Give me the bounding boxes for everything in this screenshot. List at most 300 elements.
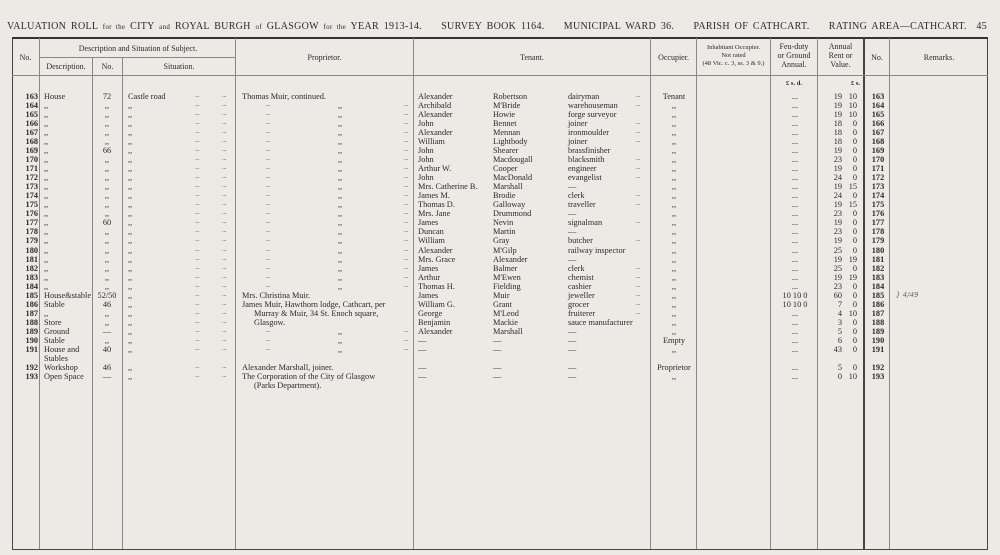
table-row: [0, 119, 1000, 128]
situation: Castle road: [128, 92, 166, 101]
description: ,,: [44, 272, 49, 282]
feu-duty: ...: [791, 281, 799, 291]
table-row: [0, 273, 1000, 282]
occupation-dots: ...: [636, 300, 641, 307]
house-number: 40: [102, 344, 112, 354]
tenant-surname: Drummond: [493, 209, 532, 219]
situation-dots: ...: [195, 165, 200, 172]
house-number: 46: [102, 362, 112, 372]
row-number: 179: [25, 236, 38, 246]
situation: ,,: [128, 155, 133, 165]
occupation-dots: ...: [636, 309, 641, 316]
tenant-first-name: Duncan: [418, 227, 444, 237]
header-proprietor: Proprietor.: [307, 53, 342, 62]
tenant-first-name: Thomas D.: [418, 200, 455, 210]
situation: ,,: [128, 308, 133, 318]
situation-dots: ...: [195, 120, 200, 127]
tenant-occupation: —: [568, 371, 577, 381]
situation-dots: ...: [195, 183, 200, 190]
row-number: 191: [25, 344, 38, 354]
description-continued: Stables: [44, 353, 68, 363]
situation: ,,: [128, 146, 133, 156]
occupier: ,,: [671, 272, 677, 282]
row-number: 167: [25, 128, 38, 138]
occupier: ,,: [671, 173, 677, 183]
occupier: ,,: [671, 128, 677, 138]
description: House and: [44, 344, 80, 354]
proprietor-dots: ...: [266, 210, 271, 217]
proprietor-dots: ...: [266, 246, 271, 253]
tenant-occupation: chemist: [568, 272, 594, 282]
table-row: [0, 371, 1000, 390]
feu-duty: ...: [791, 326, 799, 336]
proprietor-dots: ...: [404, 264, 409, 271]
header-line: Annual: [828, 42, 853, 51]
description: ,,: [44, 227, 49, 237]
proprietor-dots: ...: [404, 219, 409, 226]
occupation-dots: ...: [636, 120, 641, 127]
house-number: 72: [102, 92, 112, 101]
occupier: Proprietor: [657, 362, 691, 372]
situation-dots: ...: [222, 93, 227, 99]
proprietor-ditto: ,,: [338, 182, 343, 192]
description: House: [44, 92, 66, 101]
row-number-right: 177: [871, 218, 885, 228]
proprietor-ditto: ,,: [338, 344, 343, 354]
proprietor-ditto: ,,: [338, 110, 343, 120]
row-number: 164: [25, 101, 38, 111]
row-rule: [40, 57, 236, 58]
situation-dots: ...: [222, 129, 227, 136]
rent-pounds: 5: [837, 362, 842, 372]
proprietor-ditto: ,,: [338, 326, 343, 336]
row-number-right: 188: [871, 317, 885, 327]
tenant-occupation: traveller: [568, 200, 596, 210]
rent-shillings: 0: [852, 119, 857, 129]
situation: ,,: [128, 245, 133, 255]
description: House&stable: [44, 290, 92, 300]
page-number: 45: [976, 21, 988, 32]
row-number-right: 167: [871, 128, 885, 138]
tenant-first-name: William G.: [418, 299, 455, 309]
table-row: [0, 209, 1000, 218]
rent-shillings: 10: [848, 308, 857, 318]
description: ,,: [44, 137, 49, 147]
situation-dots: ...: [222, 102, 227, 109]
proprietor-dots: ...: [266, 255, 271, 262]
proprietor-dots: ...: [404, 273, 409, 280]
rent-pounds: 19: [833, 146, 842, 156]
rent-shillings: 10: [848, 92, 857, 101]
rent-pounds: 6: [837, 335, 842, 345]
proprietor-dots: ...: [266, 201, 271, 208]
row-number: 183: [25, 272, 38, 282]
tenant-first-name: Thomas H.: [418, 281, 455, 291]
house-number: ,,: [104, 254, 110, 264]
description: Stable: [44, 299, 65, 309]
tenant-first-name: Mrs. Grace: [418, 254, 456, 264]
row-number: 171: [25, 164, 38, 174]
situation-dots: ...: [222, 120, 227, 127]
rent-pounds: 0: [837, 371, 842, 381]
situation-dots: ...: [222, 273, 227, 280]
header-occupier: Occupier.: [658, 53, 689, 62]
tenant-occupation: —: [568, 326, 577, 336]
proprietor-ditto: ,,: [338, 281, 343, 291]
row-number-right: 189: [871, 326, 885, 336]
rent-pounds: 23: [833, 155, 842, 165]
tenant-surname: Mennan: [493, 128, 521, 138]
situation-dots: ...: [222, 111, 227, 118]
row-number-right: 176: [871, 209, 885, 219]
table-row: [0, 164, 1000, 173]
house-number: ,,: [104, 245, 110, 255]
row-number: 185: [25, 290, 38, 300]
rent-shillings: 15: [848, 182, 857, 192]
situation: ,,: [128, 299, 133, 309]
tenant-surname: Bennet: [493, 119, 517, 129]
proprietor-dots: ...: [266, 165, 271, 172]
tenant-first-name: Archibald: [418, 101, 452, 111]
proprietor-dots: ...: [404, 129, 409, 136]
description: ,,: [44, 128, 49, 138]
row-number-right: 192: [871, 362, 885, 372]
feu-duty: ...: [791, 164, 799, 174]
situation-dots: ...: [222, 282, 227, 289]
description: ,,: [44, 254, 49, 264]
rent-units: £ s.: [850, 80, 860, 87]
situation-dots: ...: [195, 93, 200, 99]
proprietor-dots: ...: [266, 183, 271, 190]
table-row: [0, 246, 1000, 255]
row-number-right: 173: [871, 182, 885, 192]
description: ,,: [44, 101, 49, 111]
situation: ,,: [128, 209, 133, 219]
occupier: ,,: [671, 254, 677, 264]
row-number: 172: [25, 173, 38, 183]
proprietor-ditto: ,,: [338, 335, 343, 345]
feu-duty: ...: [791, 101, 799, 111]
occupation-dots: ...: [636, 165, 641, 172]
title-year: YEAR 1913-14.: [350, 21, 422, 32]
rent-pounds: 7: [837, 299, 842, 309]
house-number: 52/50: [97, 290, 117, 300]
proprietor-dots: ...: [404, 147, 409, 154]
tenant-first-name: James: [418, 218, 439, 228]
rent-shillings: 0: [852, 155, 857, 165]
tenant-occupation: sauce manufacturer: [568, 317, 633, 327]
proprietor: James Muir, Hawthorn lodge, Cathcart, per: [242, 299, 386, 309]
header-description: Description.: [46, 62, 86, 71]
situation: ,,: [128, 218, 133, 228]
header-line: Inhabitant Occupier.: [706, 44, 761, 51]
occupation-dots: ...: [636, 219, 641, 226]
page-title: [7, 21, 987, 32]
row-number-right: 165: [871, 110, 885, 120]
house-number: ,,: [104, 263, 110, 273]
table-row: [0, 218, 1000, 227]
situation: ,,: [128, 344, 133, 354]
table-row: [0, 92, 1000, 101]
situation: ,,: [128, 362, 133, 372]
rent-pounds: 19: [833, 272, 842, 282]
house-number: ,,: [104, 281, 110, 291]
row-number-right: 190: [871, 335, 885, 345]
row-number: 189: [25, 326, 38, 336]
header-situation: Situation.: [163, 62, 195, 71]
tenant-first-name: Alexander: [418, 245, 453, 255]
tenant-surname: Nevin: [493, 218, 514, 228]
rent-shillings: 0: [852, 281, 857, 291]
situation: ,,: [128, 164, 133, 174]
occupier: ,,: [671, 236, 677, 246]
house-number: 66: [102, 146, 112, 156]
house-number: ,,: [104, 272, 110, 282]
situation-dots: ...: [222, 255, 227, 262]
tenant-surname: Shearer: [493, 146, 519, 156]
tenant-surname: —: [493, 344, 502, 354]
row-number-right: 163: [871, 92, 885, 101]
tenant-surname: Brodie: [493, 191, 516, 201]
tenant-surname: M'Bride: [493, 101, 521, 111]
rent-shillings: 19: [848, 272, 857, 282]
house-number: ,,: [104, 155, 110, 165]
description: ,,: [44, 209, 49, 219]
table-row: [0, 344, 1000, 363]
tenant-first-name: Arthur: [418, 272, 441, 282]
row-number-right: 166: [871, 119, 885, 129]
occupier: ,,: [671, 263, 677, 273]
situation-dots: ...: [222, 165, 227, 172]
situation-dots: ...: [195, 147, 200, 154]
title-text: GLASGOW: [266, 21, 319, 32]
feu-duty: ...: [791, 227, 799, 237]
feu-duty: ...: [791, 218, 799, 228]
rent-shillings: 0: [852, 146, 857, 156]
occupation-dots: ...: [636, 156, 641, 163]
situation-dots: ...: [195, 219, 200, 226]
proprietor-dots: ...: [266, 129, 271, 136]
situation-dots: ...: [195, 282, 200, 289]
feu-duty: ...: [791, 146, 799, 156]
table-row: [0, 155, 1000, 164]
situation-dots: ...: [222, 264, 227, 271]
occupation-dots: ...: [636, 282, 641, 289]
situation-dots: ...: [195, 300, 200, 307]
occupation-dots: ...: [636, 291, 641, 298]
row-number-right: 187: [871, 308, 885, 318]
feu-duty: ...: [791, 119, 799, 129]
proprietor: Mrs. Christina Muir.: [242, 290, 311, 300]
occupier: ,,: [671, 371, 677, 381]
row-number: 174: [25, 191, 38, 201]
proprietor-dots: ...: [404, 327, 409, 334]
tenant-occupation: —: [568, 362, 577, 372]
row-number-right: 174: [871, 191, 885, 201]
occupation-dots: ...: [636, 273, 641, 280]
feu-duty: ...: [791, 128, 799, 138]
house-number: ,,: [104, 227, 110, 237]
proprietor-ditto: ,,: [338, 218, 343, 228]
rent-pounds: 19: [833, 92, 842, 101]
row-number: 187: [25, 308, 38, 318]
proprietor-dots: ...: [404, 165, 409, 172]
occupier: ,,: [671, 101, 677, 111]
header-line: Value.: [830, 60, 851, 69]
tenant-occupation: —: [568, 344, 577, 354]
rent-shillings: 0: [852, 191, 857, 201]
situation-dots: ...: [222, 219, 227, 226]
proprietor-dots: ...: [404, 156, 409, 163]
municipal-ward: MUNICIPAL WARD 36.: [563, 21, 675, 32]
row-number: 186: [25, 299, 38, 309]
tenant-first-name: Alexander: [418, 110, 453, 120]
tenant-first-name: James M.: [418, 191, 450, 201]
proprietor-ditto: ,,: [338, 245, 343, 255]
proprietor-ditto: ,,: [338, 236, 343, 246]
situation-dots: ...: [195, 291, 200, 298]
row-number: 180: [25, 245, 38, 255]
row-number: 188: [25, 317, 38, 327]
rent-shillings: 0: [852, 245, 857, 255]
occupation-dots: ...: [636, 201, 641, 208]
proprietor-dots: ...: [266, 192, 271, 199]
rent-pounds: 5: [837, 326, 842, 336]
proprietor-dots: ...: [404, 120, 409, 127]
header-inhabitant-occupier: [697, 44, 770, 68]
description: ,,: [44, 191, 49, 201]
situation-dots: ...: [195, 264, 200, 271]
occupier: ,,: [671, 155, 677, 165]
row-number: 168: [25, 137, 38, 147]
occupation-dots: ...: [636, 237, 641, 244]
proprietor-ditto: ,,: [338, 254, 343, 264]
row-number-right: 181: [871, 254, 885, 264]
situation-dots: ...: [195, 237, 200, 244]
rent-shillings: 0: [852, 164, 857, 174]
situation: ,,: [128, 119, 133, 129]
tenant-occupation: clerk: [568, 263, 585, 273]
occupier: ,,: [671, 317, 677, 327]
description: Ground: [44, 326, 70, 336]
proprietor-continued: Glasgow.: [254, 317, 286, 327]
proprietor-dots: ...: [266, 336, 271, 343]
description: Workshop: [44, 362, 78, 372]
tenant-first-name: John: [418, 155, 434, 165]
description: ,,: [44, 182, 49, 192]
table-row: [0, 200, 1000, 209]
tenant-surname: Macdougall: [493, 155, 533, 165]
row-number-right: 180: [871, 245, 885, 255]
description: ,,: [44, 119, 49, 129]
table-row: [0, 363, 1000, 372]
rent-shillings: 0: [852, 290, 857, 300]
proprietor-ditto: ,,: [338, 155, 343, 165]
rent-shillings: 0: [852, 209, 857, 219]
situation-dots: ...: [222, 327, 227, 334]
rent-pounds: 18: [833, 119, 842, 129]
rent-pounds: 19: [833, 254, 842, 264]
header-line: Rent or: [828, 51, 853, 60]
title-text: for the: [323, 23, 347, 31]
rent-shillings: 0: [852, 173, 857, 183]
occupier: ,,: [671, 137, 677, 147]
situation-dots: ...: [195, 273, 200, 280]
tenant-surname: Robertson: [493, 92, 528, 101]
proprietor-dots: ...: [266, 102, 271, 109]
proprietor-dots: ...: [404, 111, 409, 118]
feu-duty: ...: [791, 191, 799, 201]
house-number: ,,: [104, 209, 110, 219]
rent-pounds: 19: [833, 101, 842, 111]
description: Open Space: [44, 371, 84, 381]
description: ,,: [44, 164, 49, 174]
rent-shillings: 0: [852, 227, 857, 237]
feu-duty: ...: [791, 110, 799, 120]
situation: ,,: [128, 335, 133, 345]
house-number: ,,: [104, 119, 110, 129]
header-description-group: Description and Situation of Subject.: [78, 44, 198, 53]
situation-dots: ...: [222, 138, 227, 145]
tenant-occupation: —: [568, 209, 577, 219]
rent-pounds: 3: [837, 317, 842, 327]
proprietor-dots: ...: [266, 345, 271, 352]
house-number: ,,: [104, 164, 110, 174]
tenant-occupation: cashier: [568, 281, 592, 291]
tenant-occupation: butcher: [568, 236, 593, 246]
header-line: (48 Vic. c. 3, ss. 3 & 9.): [702, 60, 765, 67]
situation-dots: ...: [222, 318, 227, 325]
situation: ,,: [128, 191, 133, 201]
situation-dots: ...: [195, 318, 200, 325]
situation: ,,: [128, 173, 133, 183]
row-number: 193: [25, 371, 38, 381]
proprietor-ditto: ,,: [338, 200, 343, 210]
feu-duty: ...: [791, 137, 799, 147]
situation-dots: ...: [222, 309, 227, 316]
house-number: ,,: [104, 335, 110, 345]
occupier: ,,: [671, 191, 677, 201]
house-number: ,,: [104, 137, 110, 147]
tenant-surname: Grant: [493, 299, 512, 309]
proprietor-ditto: ,,: [338, 272, 343, 282]
tenant-surname: MacDonald: [493, 173, 533, 183]
proprietor-dots: ...: [266, 273, 271, 280]
feu-duty: ...: [791, 254, 799, 264]
proprietor-dots: ...: [266, 156, 271, 163]
rent-shillings: 0: [852, 236, 857, 246]
feu-duty: ...: [791, 92, 799, 101]
proprietor-ditto: ,,: [338, 119, 343, 129]
occupier: ,,: [671, 308, 677, 318]
occupation-dots: ...: [636, 93, 641, 99]
occupation-dots: ...: [636, 129, 641, 136]
house-number: ,,: [104, 317, 110, 327]
rent-shillings: 0: [852, 317, 857, 327]
proprietor-continued: (Parks Department).: [254, 380, 322, 390]
feu-duty: ...: [791, 272, 799, 282]
rent-shillings: 0: [852, 344, 857, 354]
feu-duty: ...: [791, 200, 799, 210]
tenant-first-name: William: [418, 137, 445, 147]
tenant-surname: M'Ewen: [493, 272, 521, 282]
table-row: [0, 146, 1000, 155]
situation-dots: ...: [222, 372, 227, 379]
proprietor-dots: ...: [404, 102, 409, 109]
feu-duty: ...: [791, 155, 799, 165]
table-row: [0, 173, 1000, 182]
proprietor-dots: ...: [404, 192, 409, 199]
